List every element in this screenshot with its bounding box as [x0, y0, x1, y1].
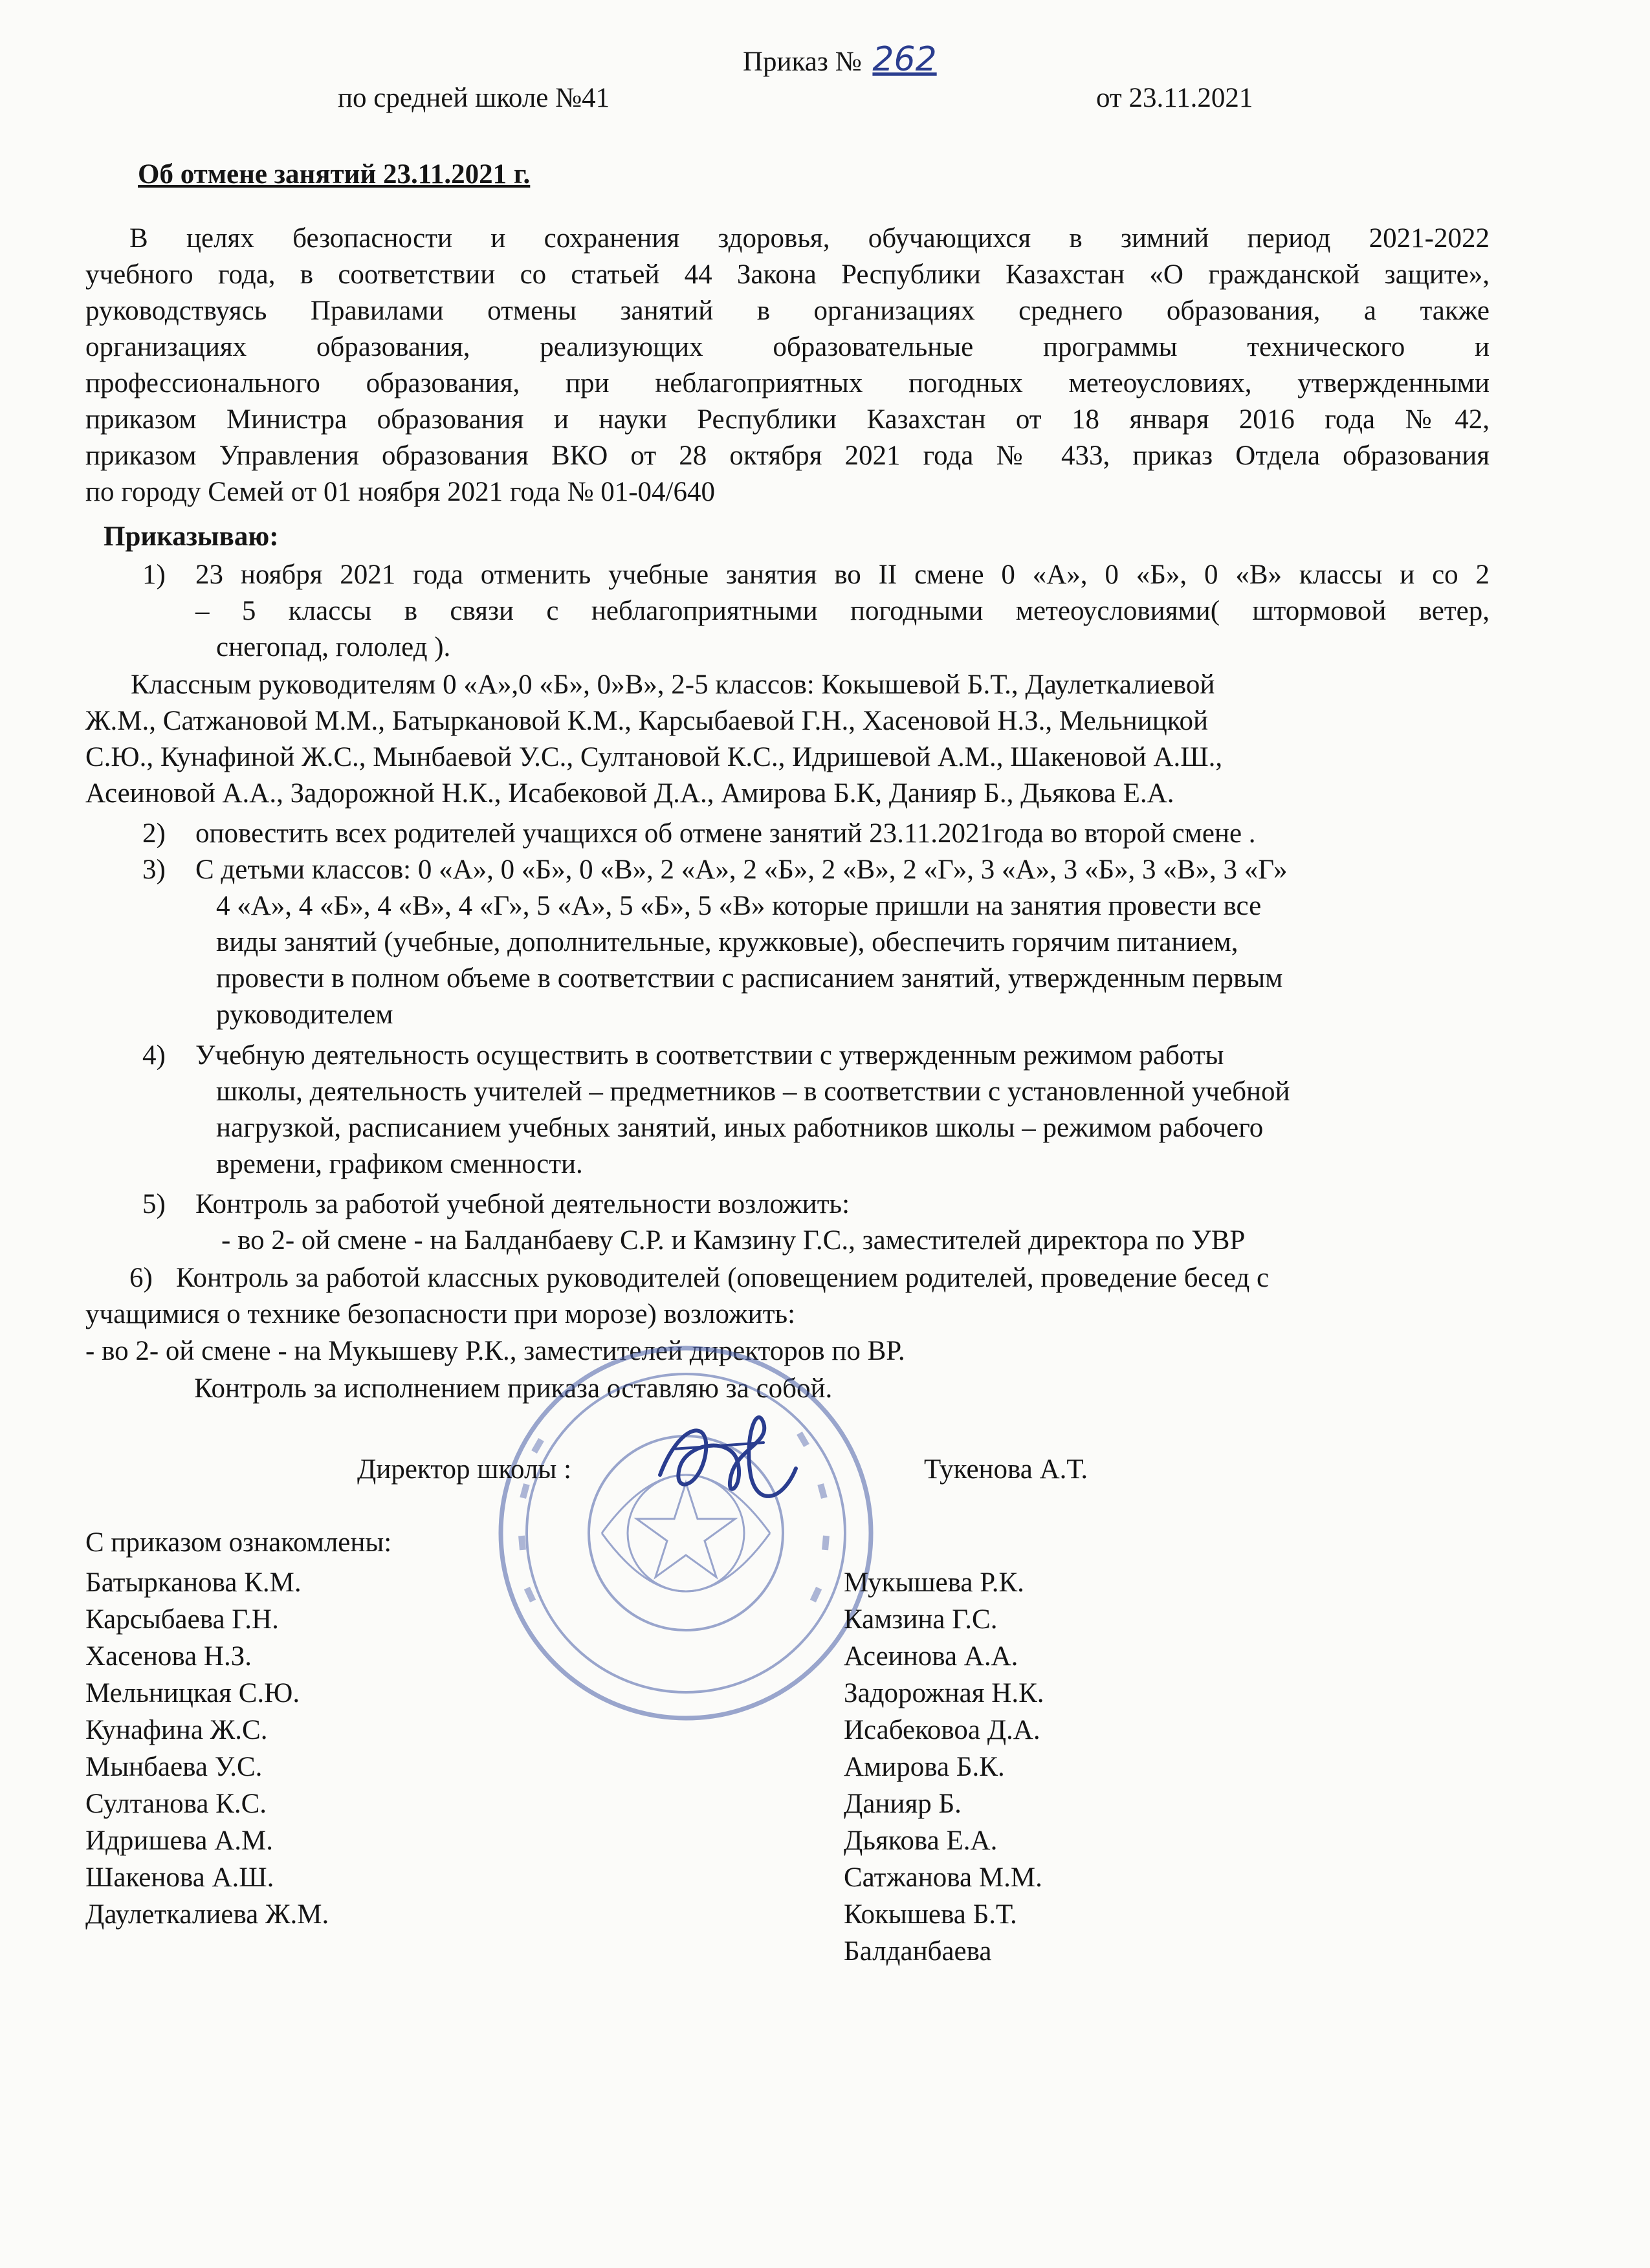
list-item: Исабековоа Д.А.: [844, 1715, 1040, 1745]
item-3-line: С детьми классов: 0 «А», 0 «Б», 0 «В», 2 «А», 2 «Б», 2 «В», 2 «Г», 3 «А», 3 «Б», 3 «В», 3 «Г»: [195, 855, 1288, 885]
list-item: Мельницкая С.Ю.: [85, 1678, 300, 1708]
acquainted-list-right: [844, 1564, 1044, 1970]
item-3-line: провести в полном объеме в соответствии с расписанием занятий, утвержденным первым: [216, 963, 1283, 994]
item-5-line: - во 2- ой смене - на Балданбаеву С.Р. и Камзину Г.С., заместителей директора по УВР: [221, 1225, 1246, 1256]
preamble-line: руководствуясь Правилами отмены занятий в организациях среднего образования, а также: [85, 296, 1490, 326]
item-3-number: 3): [142, 855, 166, 885]
order-label: Приказ №: [743, 47, 862, 77]
list-item: Карсыбаева Г.Н.: [85, 1604, 279, 1635]
list-item: Кокышева Б.Т.: [844, 1899, 1017, 1930]
director-name: Тукенова А.Т.: [924, 1454, 1088, 1485]
list-item: Мынбаева У.С.: [85, 1752, 263, 1782]
list-item: Балданбаева: [844, 1936, 992, 1967]
order-date: от 23.11.2021: [1096, 83, 1253, 113]
item-4-number: 4): [142, 1040, 166, 1071]
item-6-line: учащимися о технике безопасности при морозе) возложить:: [85, 1299, 796, 1329]
teachers-line: Асеиновой А.А., Задорожной Н.К., Исабековой Д.А., Амирова Б.К, Данияр Б., Дьякова Е.А.: [85, 778, 1174, 809]
item-2-number: 2): [142, 818, 166, 849]
preamble-line: организациях образования, реализующих образовательные программы технического и: [85, 332, 1490, 362]
item-4-line: школы, деятельность учителей – предметников – в соответствии с установленной учебной: [216, 1076, 1290, 1107]
item-1-line: 23 ноября 2021 года отменить учебные занятия во II смене 0 «А», 0 «Б», 0 «В» классы и со 2: [195, 560, 1490, 590]
preamble-line: приказом Управления образования ВКО от 28 октября 2021 года № 433, приказ Отдела образования: [85, 441, 1490, 471]
director-signature: [634, 1397, 828, 1527]
preamble-line: учебного года, в соответствии со статьей 44 Закона Республики Казахстан «О гражданской защите»,: [85, 259, 1490, 290]
list-item: Даулеткалиева Ж.М.: [85, 1899, 329, 1930]
list-item: Данияр Б.: [844, 1789, 962, 1819]
item-6-number: 6): [129, 1263, 153, 1293]
preamble-line: профессионального образования, при неблагоприятных погодных метеоусловиях, утвержденными: [85, 368, 1490, 398]
list-item: Идришева А.М.: [85, 1826, 273, 1856]
item-6-line: Контроль за работой классных руководителей (оповещением родителей, проведение бесед с: [176, 1263, 1270, 1293]
order-heading: Приказываю:: [104, 521, 279, 552]
item-4: [195, 1038, 1483, 1183]
order-number-handwritten: 262: [872, 40, 937, 79]
acquainted-list-left: [85, 1564, 329, 1933]
item-4-line: нагрузкой, расписанием учебных занятий, иных работников школы – режимом рабочего: [216, 1113, 1264, 1143]
list-item: Сатжанова М.М.: [844, 1862, 1042, 1893]
item-3-line: виды занятий (учебные, дополнительные, кружковые), обеспечить горячим питанием,: [216, 927, 1238, 957]
control-statement: Контроль за исполнением приказа оставляю за собой.: [194, 1373, 833, 1404]
order-header: [743, 39, 937, 81]
item-1-number: 1): [142, 560, 166, 590]
item-2-line: оповестить всех родителей учащихся об отмене занятий 23.11.2021года во второй смене .: [195, 818, 1256, 849]
item-4-line: Учебную деятельность осуществить в соответствии с утвержденным режимом работы: [195, 1040, 1224, 1071]
item-3-line: 4 «А», 4 «Б», 4 «В», 4 «Г», 5 «А», 5 «Б», 5 «В» которые пришли на занятия провести все: [216, 891, 1262, 921]
preamble: [85, 221, 1490, 511]
item-1-line: – 5 классы в связи с неблагоприятными погодными метеоусловиями( штормовой ветер,: [195, 596, 1490, 626]
item-3-line: руководителем: [216, 999, 393, 1030]
class-teachers-paragraph: [85, 668, 1431, 812]
list-item: Кунафина Ж.С.: [85, 1715, 268, 1745]
preamble-line: приказом Министра образования и науки Республики Казахстан от 18 января 2016 года №42,: [85, 404, 1490, 435]
list-item: Мукышева Р.К.: [844, 1567, 1024, 1598]
list-item: Камзина Г.С.: [844, 1604, 998, 1635]
teachers-line: Ж.М., Сатжановой М.М., Батыркановой К.М., Карсыбаевой Г.Н., Хасеновой Н.З., Мельницкой: [85, 706, 1208, 736]
list-item: Хасенова Н.З.: [85, 1641, 252, 1672]
item-1-line: снегопад, гололед ).: [216, 632, 451, 662]
list-item: Дьякова Е.А.: [844, 1826, 998, 1856]
school-name: по средней школе №41: [338, 83, 610, 113]
list-item: Амирова Б.К.: [844, 1752, 1005, 1782]
director-title: Директор школы :: [357, 1454, 572, 1485]
acquainted-heading: С приказом ознакомлены:: [85, 1527, 392, 1558]
list-item: Шакенова А.Ш.: [85, 1862, 274, 1893]
item-4-line: времени, графиком сменности.: [216, 1149, 583, 1179]
preamble-line: по городу Семей от 01 ноября 2021 года № 01-04/640: [85, 477, 716, 507]
document-title: Об отмене занятий 23.11.2021 г.: [138, 159, 531, 190]
teachers-line: Классным руководителям 0 «А»,0 «Б», 0»В», 2-5 классов: Кокышевой Б.Т., Даулеткалиевой: [131, 670, 1215, 700]
item-5-number: 5): [142, 1189, 166, 1219]
item-5-line: Контроль за работой учебной деятельности возложить:: [195, 1189, 850, 1219]
list-item: Султанова К.С.: [85, 1789, 267, 1819]
list-item: Задорожная Н.К.: [844, 1678, 1044, 1708]
list-item: Батырканова К.М.: [85, 1567, 302, 1598]
item-6-line: - во 2- ой смене - на Мукышеву Р.К., заместителей директоров по ВР.: [85, 1336, 905, 1366]
item-3: [195, 853, 1483, 1034]
teachers-line: С.Ю., Кунафиной Ж.С., Мынбаевой У.С., Султановой К.С., Идришевой А.М., Шакеновой А.Ш.,: [85, 742, 1223, 772]
item-1: [195, 558, 1490, 666]
preamble-line: В целях безопасности и сохранения здоровья, обучающихся в зимний период 2021-2022: [129, 223, 1490, 254]
list-item: Асеинова А.А.: [844, 1641, 1018, 1672]
